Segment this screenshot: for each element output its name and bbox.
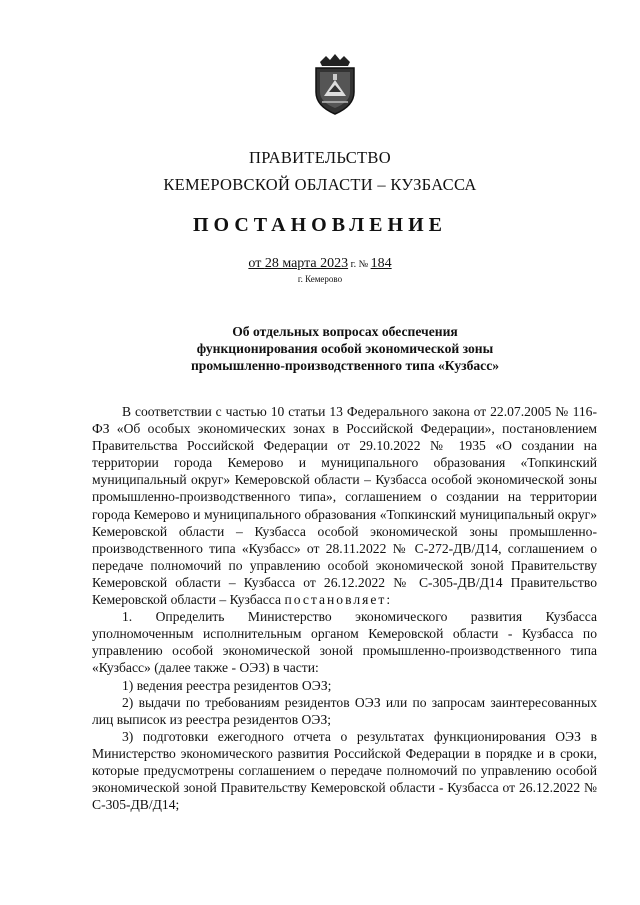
document-type-title: ПОСТАНОВЛЕНИЕ bbox=[193, 214, 447, 236]
government-name-line2: КЕМЕРОВСКОЙ ОБЛАСТИ – КУЗБАССА bbox=[163, 175, 477, 194]
government-name-line1: ПРАВИТЕЛЬСТВО bbox=[249, 148, 391, 167]
city-label: г. Кемерово bbox=[297, 274, 343, 284]
item-1-paragraph: 1. Определить Министерство экономического развития Кузбасса уполномоченным исполнительным органом Кемеровской области - Кузбасса по управлению особой экономической зоной промышленно-производственного типа «Кузбасс» (далее также - ОЭЗ) в части: bbox=[92, 609, 597, 676]
subitem-3-paragraph: 3) подготовки ежегодного отчета о результатах функционирования ОЭЗ в Министерство экономического развития Российской Федерации в порядке и в сроки, которые предусмотрены соглашением о передаче полномочий по управлению особой экономической зоной Правительству Кемеровской области - Кузбасса от 26.12.2022 № С-305-ДВ/Д14; bbox=[92, 728, 597, 813]
document-body bbox=[92, 403, 597, 813]
subject-line: промышленно-производственного типа «Кузбасс» bbox=[190, 358, 500, 373]
year-number-label: г. № bbox=[348, 259, 371, 270]
subitem-2-paragraph: 2) выдачи по требованиям резидентов ОЭЗ или по запросам заинтересованных лиц выписок из реестра резидентов ОЭЗ; bbox=[92, 694, 597, 727]
preamble-paragraph bbox=[92, 403, 597, 608]
subitem-1-paragraph: 1) ведения реестра резидентов ОЭЗ; bbox=[122, 677, 332, 693]
coat-of-arms-icon bbox=[312, 52, 358, 116]
date-prefix: от bbox=[248, 256, 265, 271]
preamble-text: В соответствии с частью 10 статьи 13 Федерального закона от 22.07.2005 № 116-ФЗ «Об особых экономических зонах в Российской Федерации», постановлением Правительства Российской Федерации от 29.10.2022 № 1935 «О создании на территории города Кемерово и муниципального образования «Топкинский муниципальный округ» Кемеровской области – Кузбасса особой экономической зоны промышленно-производственного типа», соглашением о создании на территории города Кемерово и муниципального образования «Топкинский муниципальный округ» Кемеровской области – Кузбасса особой экономической зоны промышленно-производственного типа «Кузбасс» от 28.11.2022 № С-272-ДВ/Д14, соглашением о передаче полномочий по управлению особой экономической зоной Правительству Кемеровской области – Кузбасса от 26.12.2022 № С-305-ДВ/Д14 Правительство Кемеровской области – Кузбасса bbox=[92, 404, 597, 608]
subject-heading bbox=[60, 323, 630, 374]
document-date: 28 марта 2023 bbox=[264, 256, 349, 271]
subject-line: функционирования особой экономической зоны bbox=[196, 341, 494, 356]
document-number: 184 bbox=[370, 256, 392, 271]
resolves-word: постановляет: bbox=[284, 592, 393, 608]
date-line bbox=[0, 256, 640, 272]
subject-line: Об отдельных вопросах обеспечения bbox=[232, 324, 458, 339]
